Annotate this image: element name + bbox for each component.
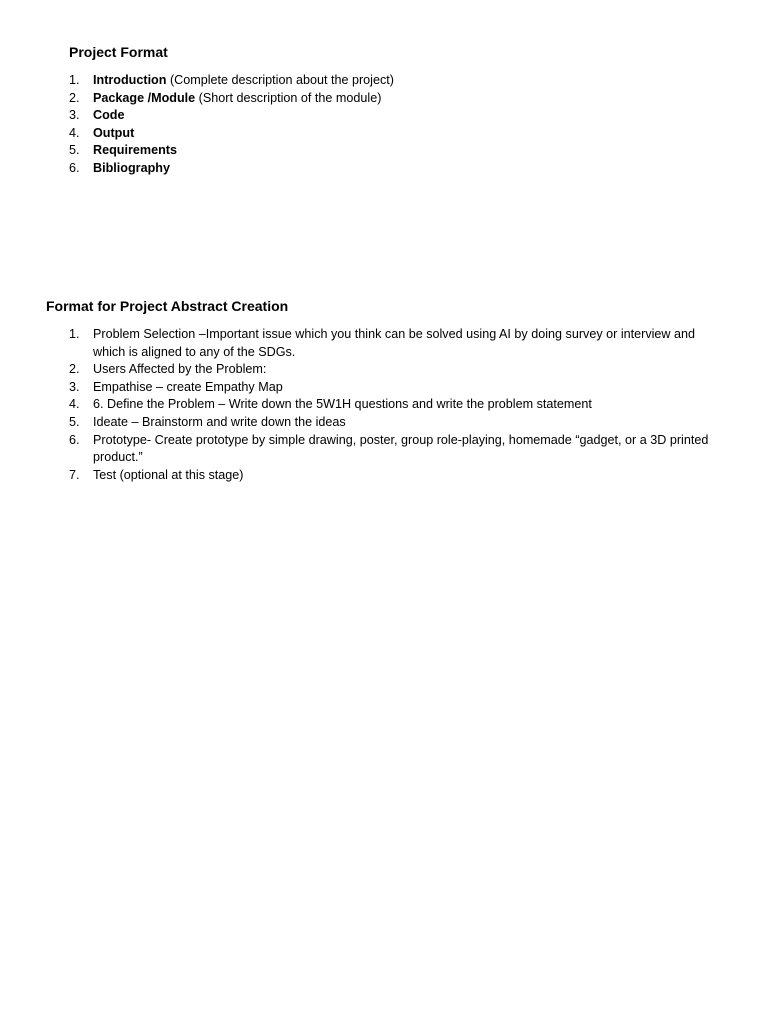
list-item-bold-label: Code bbox=[93, 108, 125, 123]
list-item-number: 5. bbox=[69, 143, 80, 158]
list-item-number: 1. bbox=[69, 73, 80, 87]
list-item-number: 2. bbox=[69, 362, 80, 377]
list-item bbox=[69, 107, 729, 125]
list-item bbox=[69, 72, 729, 90]
list-item-bold-label: Output bbox=[93, 125, 135, 140]
list-item-number: 1. bbox=[69, 327, 80, 341]
list-item-text bbox=[93, 160, 729, 178]
list-item-number: 4. bbox=[69, 125, 80, 140]
list-item bbox=[69, 396, 729, 414]
list-item-text bbox=[93, 125, 729, 143]
list-item-number: 6. bbox=[69, 160, 80, 175]
list-item-bold-label: Package /Module bbox=[93, 90, 196, 105]
section-title-abstract-creation: Format for Project Abstract Creation bbox=[46, 298, 289, 314]
list-item-number: 3. bbox=[69, 379, 80, 394]
list-item-description: (Short description of the module) bbox=[195, 90, 382, 105]
list-item-text: Problem Selection –Important issue which you think can be solved using AI by doing survey or interview and which is aligned to any of the SDGs. bbox=[93, 327, 696, 359]
list-item-number: 4. bbox=[69, 397, 80, 412]
list-item bbox=[69, 379, 729, 397]
list-item-text: 6. Define the Problem – Write down the 5W1H questions and write the problem statement bbox=[93, 397, 592, 412]
list-item-text: Test (optional at this stage) bbox=[93, 467, 244, 482]
section-title-project-format: Project Format bbox=[69, 44, 168, 60]
list-item-text: Ideate – Brainstorm and write down the ideas bbox=[93, 414, 346, 429]
list-item-bold-label: Bibliography bbox=[93, 160, 170, 175]
list-item-text: Prototype- Create prototype by simple drawing, poster, group role-playing, homemade “gadget, or a 3D printed product.” bbox=[93, 432, 709, 465]
list-item-text bbox=[93, 72, 729, 90]
list-item bbox=[69, 414, 729, 432]
list-item bbox=[69, 432, 729, 467]
list-item-text bbox=[93, 90, 729, 108]
list-item bbox=[69, 125, 729, 143]
list-item bbox=[69, 361, 729, 379]
list-item-text: Users Affected by the Problem: bbox=[93, 362, 267, 377]
list-item bbox=[69, 467, 729, 485]
list-item-description: (Complete description about the project) bbox=[166, 73, 394, 87]
list-item-number: 5. bbox=[69, 414, 80, 429]
list-item-number: 2. bbox=[69, 90, 80, 105]
list-item bbox=[69, 160, 729, 178]
project-format-list bbox=[69, 72, 729, 178]
list-item bbox=[69, 326, 729, 361]
list-item-bold-label: Introduction bbox=[93, 73, 167, 87]
list-item-text: Empathise – create Empathy Map bbox=[93, 379, 283, 394]
list-item bbox=[69, 142, 729, 160]
list-item-number: 3. bbox=[69, 108, 80, 123]
list-item-text bbox=[93, 142, 729, 160]
abstract-creation-list bbox=[69, 326, 729, 484]
list-item-number: 6. bbox=[69, 432, 80, 447]
list-item bbox=[69, 90, 729, 108]
list-item-text bbox=[93, 107, 729, 125]
list-item-number: 7. bbox=[69, 467, 80, 482]
list-item-bold-label: Requirements bbox=[93, 143, 177, 158]
